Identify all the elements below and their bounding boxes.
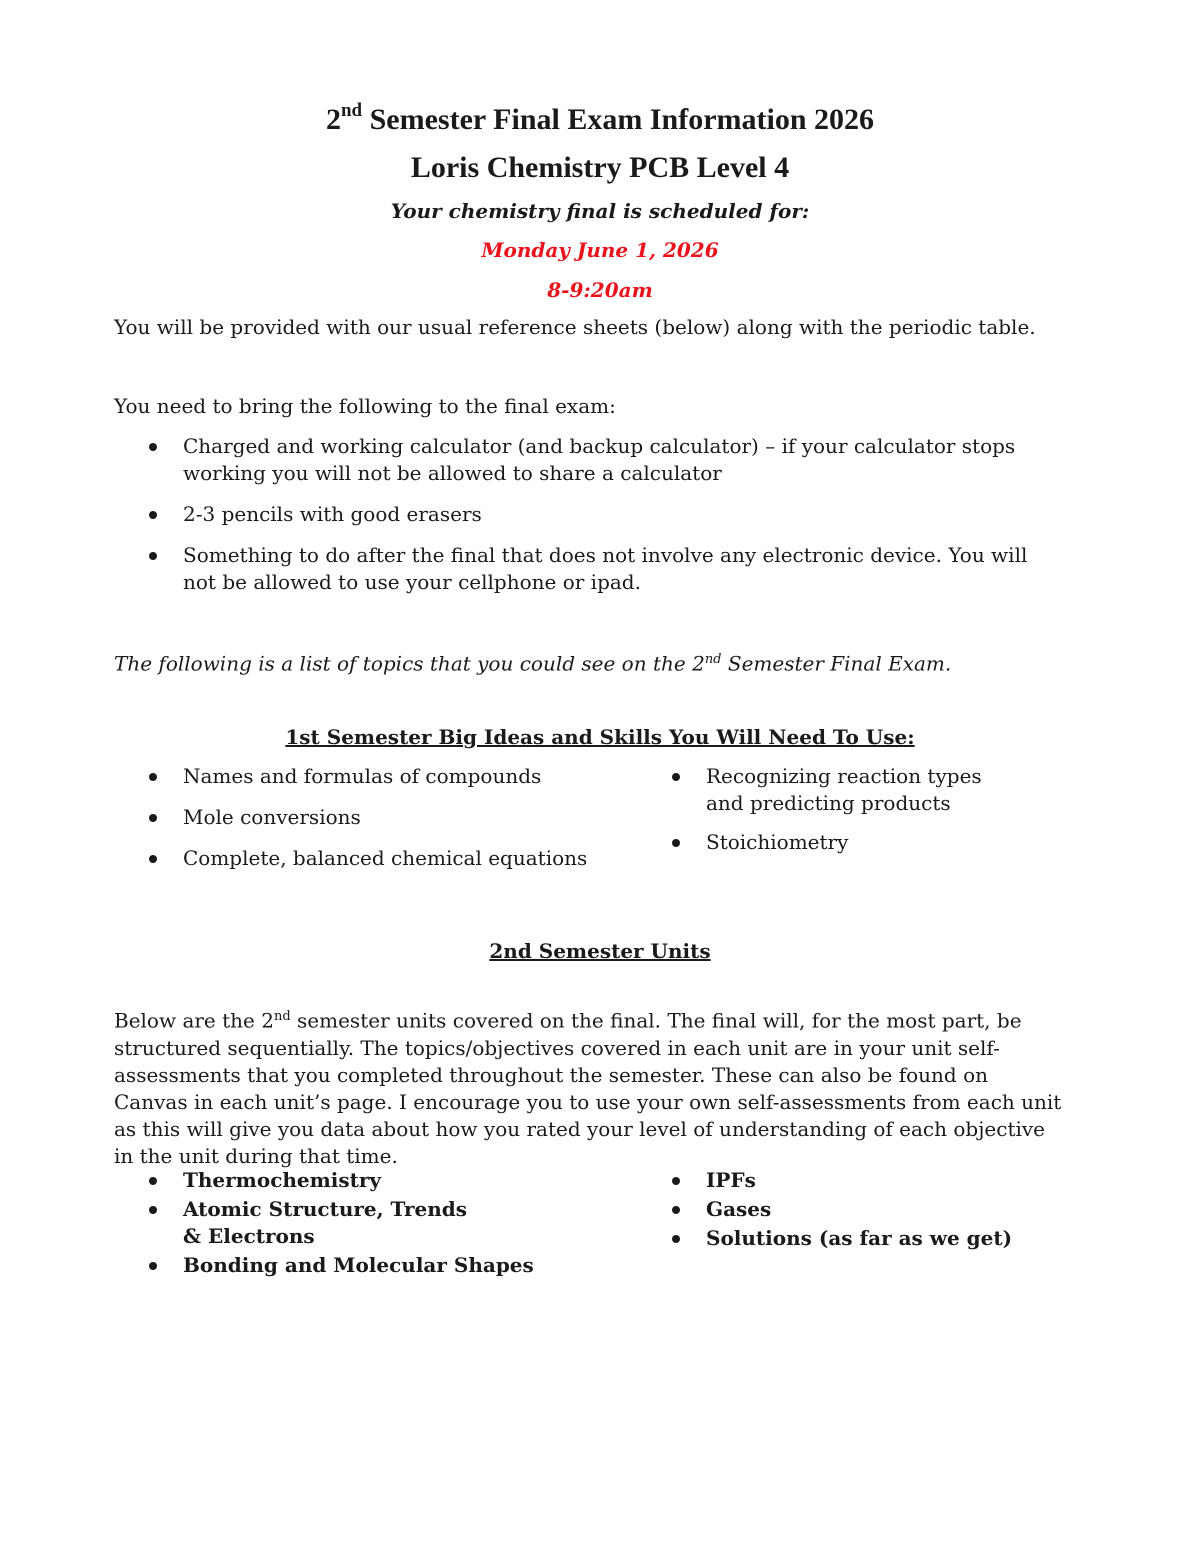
list-item-text: Recognizing reaction types and predicting products: [706, 764, 982, 815]
bullet-icon: [149, 552, 157, 560]
list-item: [114, 763, 634, 790]
list-item: [114, 433, 1094, 487]
reference-note: You will be provided with our usual reference sheets (below) along with the periodic table.: [114, 315, 1036, 339]
list-item-text: Something to do after the final that does not involve any electronic device. You will not be allowed to use your cellphone or ipad.: [183, 543, 1028, 594]
list-item: [114, 1196, 534, 1250]
scheduled-label: Your chemistry final is scheduled for:: [390, 199, 810, 223]
first-semester-heading: 1st Semester Big Ideas and Skills You Will Need To Use:: [285, 725, 915, 749]
title-rest: Semester Final Exam Information 2026: [362, 103, 875, 136]
bullet-icon: [672, 1235, 680, 1243]
topics-note-superscript: nd: [704, 652, 722, 667]
second-semester-right-list: [637, 1167, 1057, 1252]
bullet-icon: [149, 511, 157, 519]
list-item: [637, 763, 1037, 817]
first-semester-right-list: [637, 763, 1037, 856]
bullet-icon: [672, 1206, 680, 1214]
bullet-icon: [149, 855, 157, 863]
second-semester-heading: 2nd Semester Units: [489, 939, 711, 963]
bullet-icon: [149, 1262, 157, 1270]
description-superscript: nd: [273, 1009, 291, 1024]
title-superscript: nd: [340, 100, 363, 121]
bullet-icon: [149, 1177, 157, 1185]
list-item: [114, 804, 634, 831]
list-item: [114, 542, 1094, 596]
description-rest: semester units covered on the final. The final will, for the most part, be structured sequentially. The topics/objectives covered in each unit are in your unit self-assessments that you completed throughout the semester. These can also be found on Canvas in each unit’s page. I encourage you to use your own self-assessments from each unit as this will give you data about how you rated your level of understanding of each objective in the unit during that time.: [114, 1008, 1062, 1168]
bullet-icon: [149, 1206, 157, 1214]
bullet-icon: [672, 839, 680, 847]
bullet-icon: [672, 773, 680, 781]
list-item: [637, 1225, 1057, 1252]
list-item-text: Complete, balanced chemical equations: [183, 846, 588, 870]
exam-time: 8-9:20am: [547, 278, 653, 302]
list-item-text: Names and formulas of compounds: [183, 764, 542, 788]
list-item-text: Charged and working calculator (and backup calculator) – if your calculator stops working you will not be allowed to share a calculator: [183, 434, 1016, 485]
list-item: [114, 1252, 534, 1279]
list-item-text: 2-3 pencils with good erasers: [183, 502, 482, 526]
exam-date: Monday June 1, 2026: [481, 238, 719, 262]
description-prefix: Below are the 2: [114, 1008, 274, 1033]
first-semester-left-list: [114, 763, 634, 872]
bring-label: You need to bring the following to the final exam:: [114, 394, 616, 418]
bring-list: [114, 433, 1094, 596]
bullet-icon: [149, 773, 157, 781]
list-item: [637, 1196, 1057, 1223]
topics-note-suffix: Semester Final Exam.: [721, 651, 952, 676]
bullet-icon: [149, 814, 157, 822]
bullet-icon: [149, 443, 157, 451]
list-item: [114, 501, 1094, 528]
bullet-icon: [672, 1177, 680, 1185]
list-item-text: Thermochemistry: [183, 1168, 382, 1192]
course-title: Loris Chemistry PCB Level 4: [410, 151, 790, 184]
second-semester-description: [114, 1003, 1064, 1170]
list-item: [637, 1167, 1057, 1194]
list-item: [114, 1167, 534, 1194]
list-item-text: Atomic Structure, Trends & Electrons: [183, 1197, 468, 1248]
list-item-text: Stoichiometry: [706, 830, 849, 854]
list-item-text: Bonding and Molecular Shapes: [183, 1253, 534, 1277]
list-item-text: Solutions (as far as we get): [706, 1226, 1013, 1250]
topics-note-prefix: The following is a list of topics that you could see on the 2: [114, 651, 705, 676]
list-item: [637, 829, 1037, 856]
second-semester-left-list: [114, 1167, 534, 1279]
list-item-text: Mole conversions: [183, 805, 361, 829]
list-item-text: IPFs: [706, 1168, 756, 1192]
topics-note: [114, 646, 1074, 678]
page-title: [0, 102, 1200, 137]
list-item-text: Gases: [706, 1197, 772, 1221]
title-prefix: 2: [325, 103, 341, 136]
list-item: [114, 845, 634, 872]
